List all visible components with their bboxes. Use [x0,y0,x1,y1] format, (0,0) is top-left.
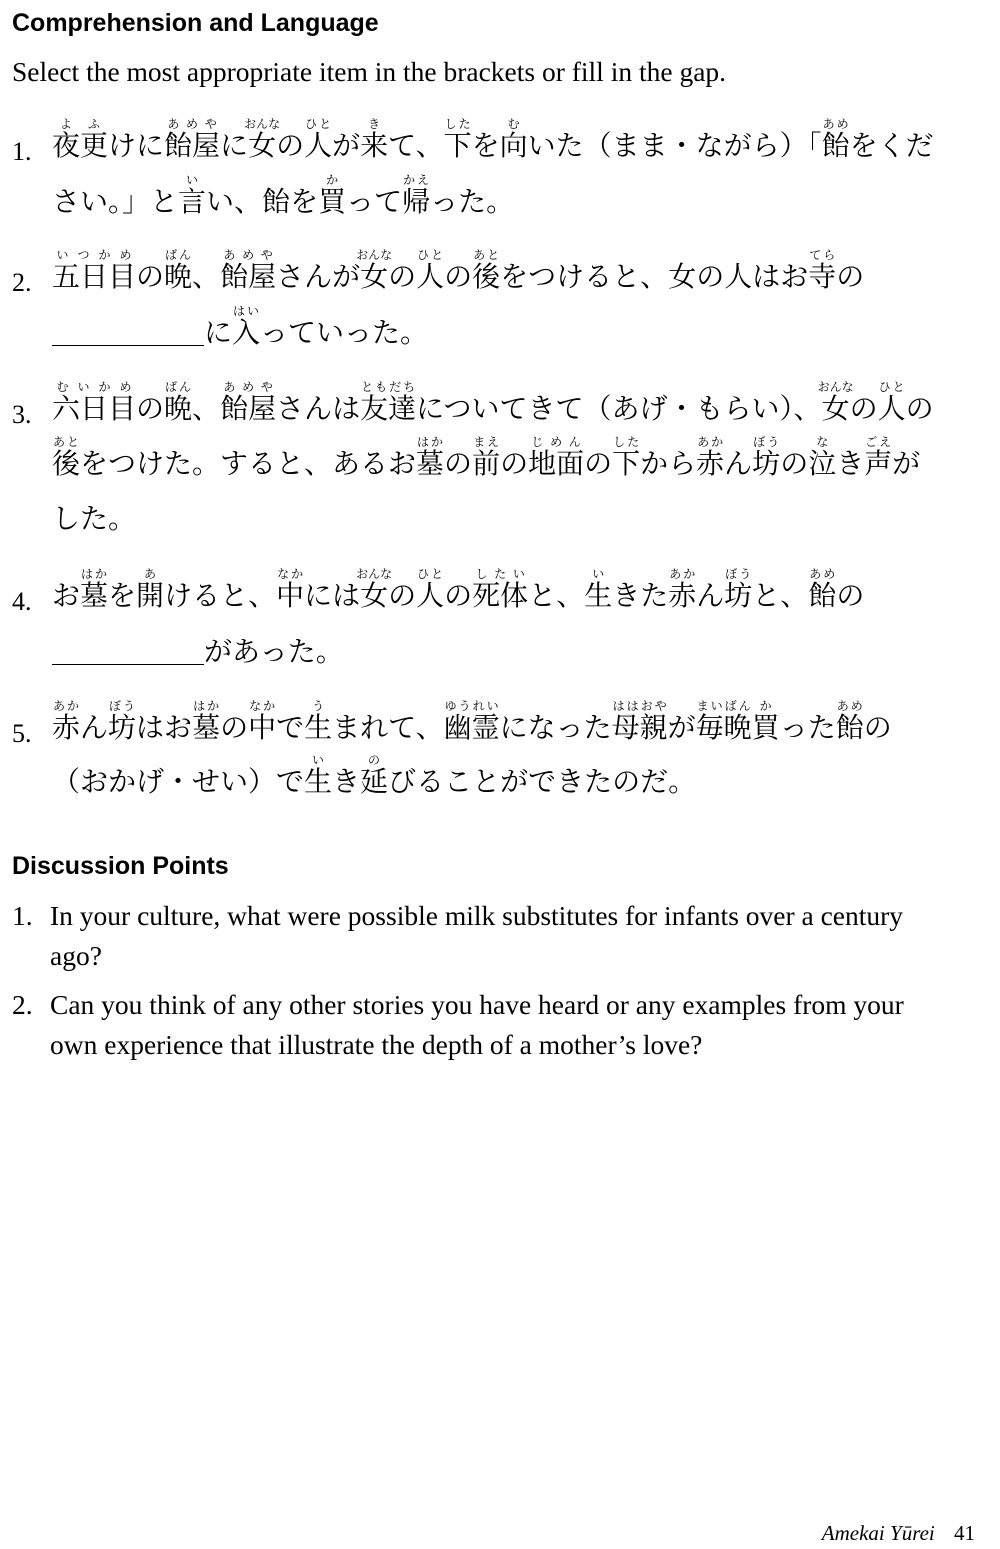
kanji-with-reading [52,435,81,480]
furigana: まいばん [695,699,752,713]
text-run: さんが [276,260,361,293]
text-run: が [332,129,361,162]
text-run: った。 [430,185,515,218]
text-run: に [204,316,233,349]
kanji-with-reading [220,380,277,425]
text-run: の [500,447,529,480]
kanji-with-reading [817,380,854,425]
furigana: まえ [472,435,501,449]
kanji-base: 人 [416,579,445,612]
text-run: の [388,260,417,293]
furigana: はい [232,304,261,318]
text-run: お [52,579,81,612]
kanji-with-reading [472,435,501,480]
kanji-base: 人 [416,260,445,293]
kanji-base: 下 [443,129,472,162]
kanji-with-reading [472,567,529,612]
discussion-text: Can you think of any other stories you have heard or any examples from your own experience that illustrate the depth of a mother’s love? [50,989,904,1060]
kanji-with-reading [443,699,500,744]
kanji-base: 坊 [108,711,137,744]
kanji-base: 言 [178,185,207,218]
kanji-with-reading [416,435,445,480]
furigana: した [443,117,472,131]
text-run: て、 [388,129,444,162]
kanji-with-reading [108,699,137,744]
kanji-with-reading [360,753,389,798]
text-run: って [346,185,403,218]
kanji-base: 延 [360,765,389,798]
furigana: ひと [416,567,445,581]
text-run: の [136,392,165,425]
text-run: の [584,447,613,480]
furigana: い [178,173,207,187]
kanji-with-reading [808,567,837,612]
furigana: はか [192,699,221,713]
text-run: きた [612,579,669,612]
text-run: の（おかげ・せい）で [52,711,892,798]
furigana: ぼう [752,435,781,449]
furigana: か [318,173,347,187]
kanji-with-reading [164,380,193,425]
kanji-with-reading [52,248,137,293]
text-run: けると、 [164,579,277,612]
text-run: さんは [276,392,361,425]
kanji-base: 赤 [52,711,81,744]
kanji-with-reading [52,380,137,425]
furigana: あめ [835,699,864,713]
page-footer [822,1521,975,1545]
furigana: てら [808,248,837,262]
kanji-with-reading [192,699,221,744]
kanji-with-reading [178,173,207,218]
kanji-base: 赤 [696,447,725,480]
furigana: ばん [164,380,193,394]
text-run: き [836,447,865,480]
kanji-base: 飴 [821,129,850,162]
kanji-base: 後 [52,447,81,480]
kanji-with-reading [262,185,290,218]
section-heading-comprehension: Comprehension and Language [12,9,379,37]
kanji-with-reading [136,567,165,612]
furigana: あか [668,567,697,581]
kanji-with-reading [276,567,305,612]
question-text [0,699,934,809]
furigana: したい [472,567,529,581]
furigana: い [584,567,613,581]
kanji-with-reading [402,173,431,218]
kanji-base: 幽霊 [443,711,500,744]
kanji-with-reading [584,567,613,612]
furigana: あめや [220,248,277,262]
question-text [0,248,934,361]
kanji-with-reading [724,260,752,293]
section-heading-discussion: Discussion Points [12,852,229,880]
kanji-with-reading [668,260,696,293]
furigana: ひと [877,380,906,394]
kanji-base: 生 [304,711,333,744]
kanji-base: 夜更 [52,129,109,162]
text-run: の [444,260,473,293]
kanji-base: 母親 [611,711,668,744]
instructions: Select the most appropriate item in the brackets or fill in the gap. [12,56,727,87]
kanji-base: 生 [584,579,613,612]
fill-in-blank [52,636,204,665]
kanji-base: 飴 [808,579,837,612]
question-item [0,699,1000,809]
text-run: の [220,711,249,744]
furigana: はか [80,567,109,581]
furigana: あか [52,699,81,713]
text-run: が [667,711,696,744]
kanji-with-reading [164,248,193,293]
question-item [0,567,1000,680]
question-item [0,380,1000,546]
discussion-number: 2. [12,989,33,1020]
furigana: はか [416,435,445,449]
kanji-with-reading [304,699,333,744]
furigana: ひと [304,117,333,131]
kanji-base: 女 [244,129,281,162]
text-run: をつけると、 [500,260,669,293]
text-run: いた（まま・ながら）「 [527,129,822,162]
text-run: の [444,447,473,480]
text-run: を [471,129,500,162]
kanji-with-reading [232,304,261,349]
kanji-with-reading [164,117,221,162]
question-number: 3. [12,400,32,429]
kanji-base: 泣 [808,447,837,480]
kanji-base: 友達 [360,392,417,425]
kanji-base: 女 [356,260,393,293]
furigana: よふ [52,117,109,131]
text-run: の [388,579,417,612]
kanji-with-reading [752,435,781,480]
question-number: 1. [12,137,32,166]
question-text [0,567,934,680]
kanji-with-reading [695,699,752,744]
kanji-base: 女 [668,260,697,293]
running-title: Amekai Yūrei [821,1521,935,1545]
text-run: の [444,579,473,612]
text-run: い、 [206,185,263,218]
furigana: した [612,435,641,449]
text-run: があった。 [204,635,344,668]
text-run: の [836,260,865,293]
kanji-base: 女 [817,392,854,425]
discussion-text: In your culture, what were possible milk substitutes for infants over a century ago? [50,900,904,971]
discussion-item [0,896,1000,975]
kanji-base: 墓 [416,447,445,480]
kanji-base: 飴屋 [220,392,277,425]
kanji-base: 坊 [752,447,781,480]
kanji-base: 寺 [808,260,837,293]
text-run: には [304,579,361,612]
text-run: に [220,129,249,162]
kanji-base: 飴屋 [220,260,277,293]
kanji-with-reading [751,699,780,744]
text-run: の [276,129,305,162]
furigana: むいかめ [52,380,137,394]
kanji-base: 中 [248,711,277,744]
kanji-base: 人 [877,392,906,425]
discussion-number: 1. [12,900,33,931]
kanji-with-reading [416,567,445,612]
furigana: あと [472,248,501,262]
kanji-base: 飴 [835,711,864,744]
furigana: き [360,117,389,131]
furigana: あと [52,435,81,449]
kanji-with-reading [356,567,393,612]
page-number: 41 [954,1521,975,1545]
kanji-with-reading [356,248,393,293]
text-run: になった [499,711,612,744]
kanji-base: 来 [360,129,389,162]
furigana: いつかめ [52,248,137,262]
kanji-with-reading [808,248,837,293]
kanji-with-reading [304,117,333,162]
question-text [0,380,934,546]
kanji-with-reading [80,567,109,612]
kanji-with-reading [821,117,850,162]
text-run: と、 [528,579,585,612]
text-run: の [836,579,865,612]
kanji-base: 墓 [80,579,109,612]
kanji-with-reading [220,248,277,293]
furigana: か [751,699,780,713]
furigana: おんな [817,380,854,394]
furigana: なか [276,567,305,581]
kanji-with-reading [612,435,641,480]
kanji-base: 向 [499,129,528,162]
kanji-base: 晩 [164,392,193,425]
kanji-with-reading [318,173,347,218]
text-run: の [780,447,809,480]
text-run: びることができたのだ。 [388,765,697,798]
furigana: う [304,699,333,713]
kanji-base: 下 [612,447,641,480]
furigana: おんな [356,248,393,262]
kanji-base: 人 [724,260,753,293]
kanji-base: 帰 [402,185,431,218]
kanji-base: 五日目 [52,260,137,293]
furigana: の [360,753,389,767]
kanji-with-reading [52,699,81,744]
kanji-with-reading [304,753,333,798]
furigana: ゆうれい [443,699,500,713]
question-number: 5. [12,719,32,748]
kanji-base: 後 [472,260,501,293]
furigana: ぼう [724,567,753,581]
text-run: についてきて（あげ・もらい）、 [416,392,822,425]
kanji-base: 中 [276,579,305,612]
kanji-base: 赤 [668,579,697,612]
text-run: まれて、 [332,711,444,744]
text-run: 、 [192,392,221,425]
kanji-with-reading [808,435,837,480]
kanji-with-reading [248,699,277,744]
kanji-base: 前 [472,447,501,480]
kanji-base: 墓 [192,711,221,744]
text-run: の [905,392,934,425]
furigana: ばん [164,248,193,262]
kanji-with-reading [724,567,753,612]
kanji-base: 買 [318,185,347,218]
furigana: ごえ [864,435,893,449]
kanji-base: 買 [751,711,780,744]
text-run: 、 [192,260,221,293]
kanji-with-reading [864,435,893,480]
furigana: ははおや [611,699,668,713]
question-text [0,117,934,230]
kanji-base: 飴屋 [164,129,221,162]
furigana: おんな [244,117,281,131]
kanji-base: 死体 [472,579,529,612]
kanji-with-reading [696,435,725,480]
furigana: あめや [164,117,221,131]
kanji-base: 生 [304,765,333,798]
kanji-with-reading [244,117,281,162]
kanji-with-reading [443,117,472,162]
text-run: ん [80,711,109,744]
kanji-base: 坊 [724,579,753,612]
text-run: けに [108,129,165,162]
text-run: っていった。 [260,316,429,349]
text-run: った [779,711,836,744]
discussion-item [0,985,1000,1064]
furigana: い [304,753,333,767]
question-item [0,248,1000,361]
kanji-with-reading [668,567,697,612]
kanji-with-reading [835,699,864,744]
text-run: で [276,711,305,744]
furigana: ぼう [108,699,137,713]
fill-in-blank [52,317,204,346]
kanji-base: 入 [232,316,261,349]
text-run: をください。」と [52,129,934,218]
question-number: 2. [12,268,32,297]
furigana: あめや [220,380,277,394]
text-run: から [640,447,697,480]
text-run: を [290,185,319,218]
text-run: を [108,579,137,612]
kanji-base: 晩 [164,260,193,293]
text-run: の [849,392,878,425]
text-run: き [332,765,361,798]
furigana: む [499,117,528,131]
kanji-base: 人 [304,129,333,162]
furigana: なか [248,699,277,713]
kanji-with-reading [360,380,417,425]
kanji-with-reading [499,117,528,162]
furigana: あか [696,435,725,449]
question-number: 4. [12,587,32,616]
text-run: をつけた。すると、あるお [80,447,417,480]
kanji-with-reading [416,248,445,293]
kanji-with-reading [52,117,109,162]
text-run: の [696,260,725,293]
kanji-with-reading [528,435,585,480]
text-run: はお [752,260,809,293]
furigana: じめん [528,435,585,449]
text-run: の [136,260,165,293]
text-run: ん [696,579,725,612]
kanji-base: 地面 [528,447,585,480]
kanji-base: 飴 [262,185,291,218]
kanji-base: 毎晩 [695,711,752,744]
furigana: おんな [356,567,393,581]
furigana: な [808,435,837,449]
text-run: がした。 [52,447,921,535]
kanji-base: 女 [356,579,393,612]
text-run: と、 [752,579,809,612]
text-run: ん [724,447,753,480]
kanji-base: 声 [864,447,893,480]
furigana: あ [136,567,165,581]
kanji-base: 開 [136,579,165,612]
furigana: あめ [821,117,850,131]
furigana: ともだち [360,380,417,394]
furigana: かえ [402,173,431,187]
kanji-with-reading [877,380,906,425]
question-item [0,117,1000,230]
kanji-with-reading [360,117,389,162]
text-run: はお [136,711,193,744]
kanji-with-reading [611,699,668,744]
kanji-base: 六日目 [52,392,137,425]
furigana: ひと [416,248,445,262]
kanji-with-reading [472,248,501,293]
furigana: あめ [808,567,837,581]
